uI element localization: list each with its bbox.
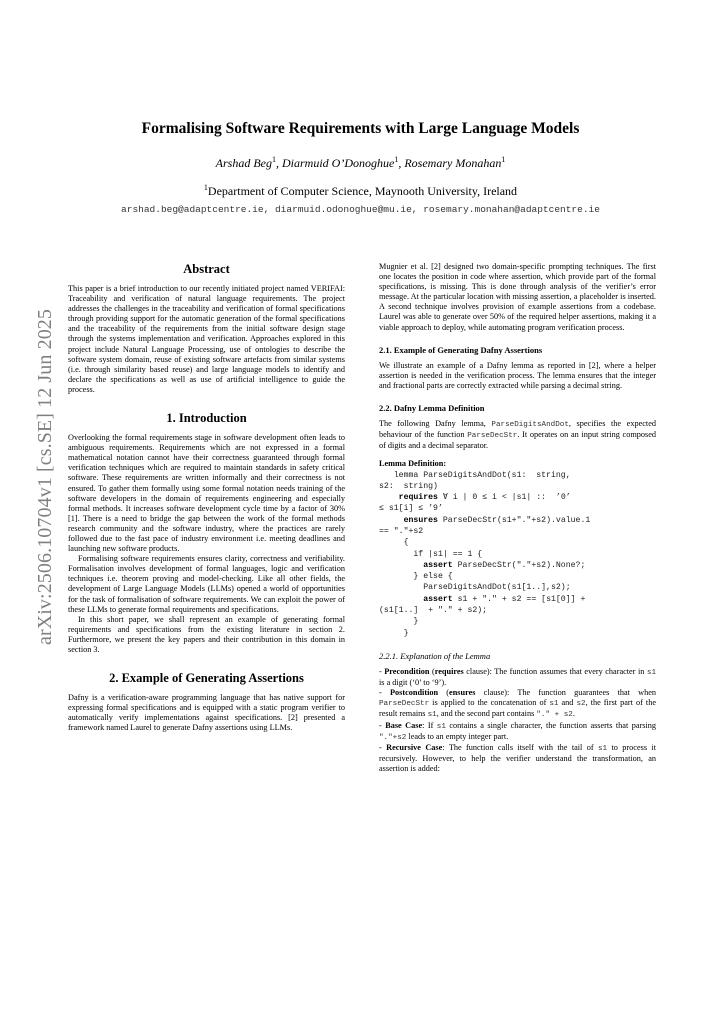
abstract-text: This paper is a brief introduction to our recently initiated project named VERIFAI: Traceability and verification of natural language requirements. The project addresses the challenges in the traceability and verification of formal specifications through providing support for the automatic generation of the formal specifications and the traceability of the requirements from the initial software design stage through the systems implementation and verification. Approaches explored in this project include Natural Language Processing, use of ontologies to describe the software system domain, reuse of existing software artefacts from similar systems (i.e. through similarity based reuse) and large language models to identify and declare the specifications as well as use of artificial intelligence to guide the process. [68,284,345,394]
left-column [68,262,345,733]
author-name: Rosemary Monahan [404,156,502,170]
author-affiliation-mark: 1 [394,155,399,164]
lemma-definition-label: Lemma Definition: [379,459,447,469]
subsection-2-1-text: We illustrate an example of a Dafny lemma as reported in [2], where a helper assertion is needed in the verification process. The lemma ensures that the integer and fractional parts are correctly extracted while parsing a decimal string. [379,360,656,390]
subsection-2-2-text: The following Dafny lemma, ParseDigitsAndDot, specifies the expected behaviour of the function ParseDecStr. It operates on an input string composed of digits and a decimal separator. [379,419,657,451]
section-2-paragraph: Dafny is a verification-aware programming language that has native support for expressing formal specifications and is equipped with a static program verifier to automatically verify implementations against specifications. [2] presented a framework named Laurel to generate Dafny assertions using LLMs. [68,693,345,733]
dafny-lemma-code: lemma ParseDigitsAndDot(s1: string, s2: string) requires ∀ i | 0 ≤ i < |s1| :: ’0’ ≤ s1[i] ≤ ’9’ ensures ParseDecStr(s1+"."+s2).value.1 == "."+s2 { if |s1| == 1 { assert ParseDecStr("."+s2).None?; } else { ParseDigitsAndDot(s1[1..],s2); assert s1 + "." + s2 == [s1[0]] + (s1[1..] + "." + s2); } } [379,470,591,638]
base-case-item: - Base Case: If s1 contains a single character, the function asserts that parsing "."+s2 leads to an empty integer part. [379,720,656,742]
author-list: Arshad Beg$^1$, Diarmuid O’Donoghue$^1$, Rosemary Monahan$^1$ [215,155,506,170]
subsection-2-2-heading: 2.2. Dafny Lemma Definition [379,403,485,414]
affiliation-text: Department of Computer Science, Maynooth University, Ireland [207,184,518,198]
precondition-item: - Precondition (requires clause): The function assumes that every character in s1 is a digit (‘0’ to ‘9’). [379,667,657,688]
author-emails: arshad.beg@adaptcentre.ie, diarmuid.odonoghue@mu.ie, rosemary.monahan@adaptcentre.ie [121,204,600,215]
author-affiliation-mark: 1 [272,155,276,164]
section-2-paragraph: Mugnier et al. [2] designed two domain-specific prompting techniques. The first one locates the position in code where assertion, which provide part of the formal specifications, is missing. This is done through analysis of the verifier’s error message. At the particular location with missing assertion, a placeholder is inserted. A second technique involves provision of example assertions from a codebase. Laurel was able to generate over 50% of the required helper assertions, making it a viable approach to deploy, while automating program verification process. [379,262,656,332]
author-name: Arshad Beg [215,156,272,170]
recursive-case-item: - Recursive Case: The function calls itself with the tail of s1 to process it recursively. However, to help the verifier understand the transformation, an assertion is added: [379,742,657,773]
right-column [379,262,656,774]
introduction-heading: 1. Introduction [166,411,247,426]
subsection-2-1-heading: 2.1. Example of Generating Dafny Assertions [379,344,543,355]
section-2-heading: 2. Example of Generating Assertions [109,671,304,686]
intro-paragraph: In this short paper, we shall represent an example of generating formal requirements and specifications from the existing literature in section 2. Furthermore, we present the key papers and their contribution in this domain in section 3. [68,614,345,654]
intro-paragraph: Overlooking the formal requirements stage in software development often leads to ambiguous requirements. Requirements which are not expressed in a formal mathematical notation cannot have their correctness guaranteed through formal verification techniques which are required to maintain standards in safety critical software. These requirements are written informally and their correctness is not ensured. To gather them formally using some formal notation needs training of the software developers in the domain of requirements engineering and especially formal methods. It increases software development cycle time by a factor of 30% [1]. There is a need to bridge the gap between the work of the formal methods research community and the software industry, where the practices are rarely followed due to the fast pace of industry environment i.e. meeting deadlines and launching new software products. [68,433,345,554]
author-affiliation-mark: 1 [501,155,506,164]
affiliation [60,183,661,199]
postcondition-item: - Postcondition (ensures clause): The function guarantees that when ParseDecStr is applied to the concatenation of s1 and s2, the first part of the result remains s1, and the second part contains "." + s2. [379,688,657,720]
paper-title: Formalising Software Requirements with Large Language Models [141,120,580,137]
subsection-2-2-1-heading: 2.2.1. Explanation of the Lemma [379,650,491,661]
affiliation-mark: 1 [203,183,208,192]
abstract-heading: Abstract [183,262,230,276]
intro-paragraph: Formalising software requirements ensures clarity, correctness and verifiability. Formalisation involves development of formal languages, logic and verification techniques i.e. theorem proving and model-checking. Like all other fields, the development of Large Language Models (LLMs) opened a world of opportunities for the task of formalisation of software requirements. We can exploit the power of these LLMs to generate formal requirements and specifications. [68,554,345,614]
author-name: Diarmuid O’Donoghue [282,156,395,170]
arxiv-identifier-stamp: arXiv:2506.10704v1 [cs.SE] 12 Jun 2025 [34,309,56,645]
